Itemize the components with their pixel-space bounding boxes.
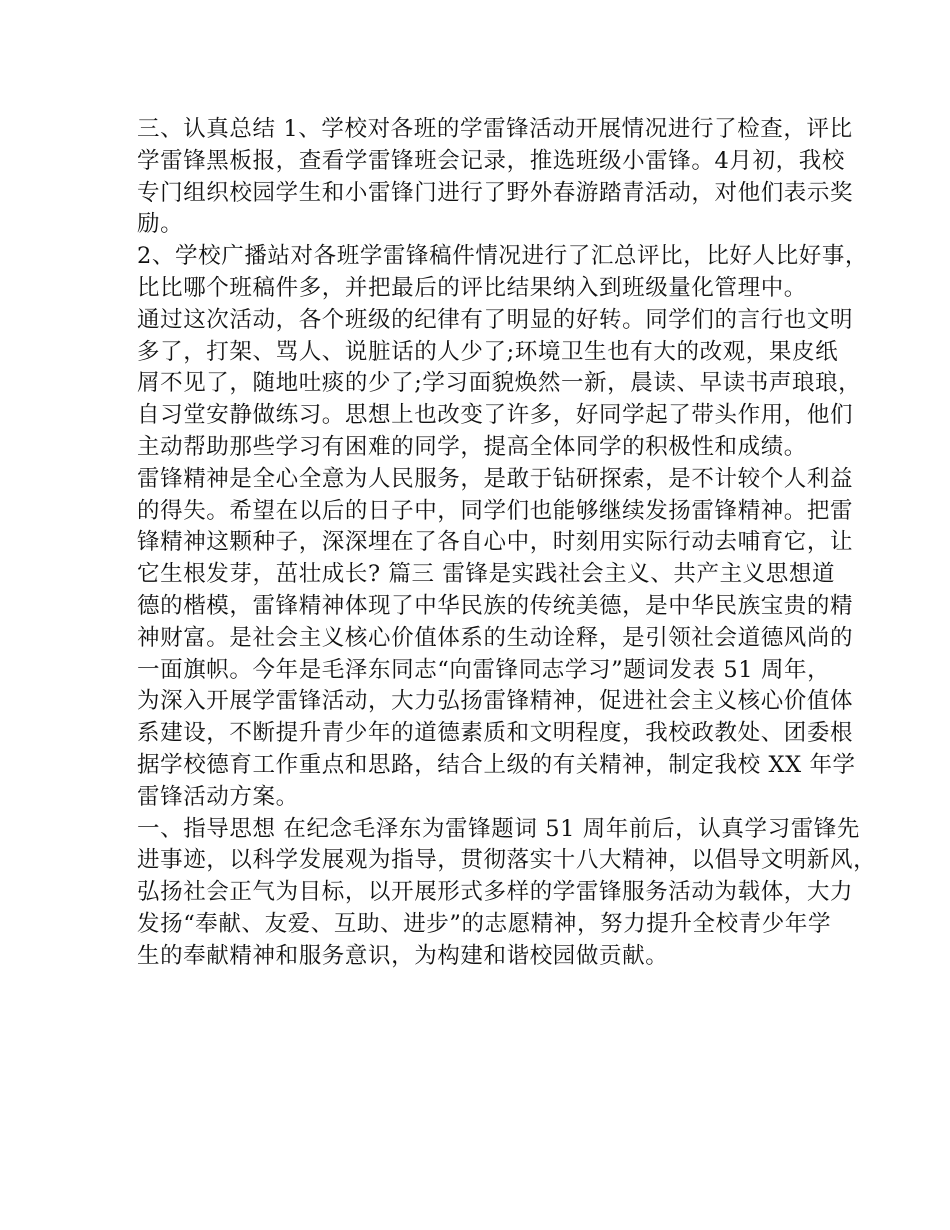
text-line: 一面旗帜。今年是毛泽东同志“向雷锋同志学习”题词发表 51 周年， <box>137 656 831 683</box>
text-line: 学雷锋黑板报，查看学雷锋班会记录，推选班级小雷锋。4月初，我校 <box>137 147 845 174</box>
text-line: 弘扬社会正气为目标，以开展形式多样的学雷锋服务活动为载体，大力 <box>137 879 854 906</box>
text-line: 它生根发芽，茁壮成长? 篇三 雷锋是实践社会主义、共产主义思想道 <box>137 561 836 588</box>
text-line: 多了，打架、骂人、说脏话的人少了;环境卫生也有大的改观，果皮纸 <box>137 338 839 365</box>
text-line: 自习堂安静做练习。思想上也改变了许多，好同学起了带头作用，他们 <box>137 402 854 429</box>
text-line: 主动帮助那些学习有困难的同学，提高全体同学的积极性和成绩。 <box>137 433 807 460</box>
text-line: 雷锋精神是全心全意为人民服务，是敢于钻研探索，是不计较个人利益 <box>137 465 854 492</box>
text-line: 锋精神这颗种子，深深埋在了各自心中，时刻用实际行动去哺育它，让 <box>137 529 854 556</box>
text-line: 进事迹，以科学发展观为指导，贯彻落实十八大精神，以倡导文明新风， <box>137 847 877 874</box>
text-line: 据学校德育工作重点和思路，结合上级的有关精神，制定我校 XX 年学 <box>137 751 856 778</box>
text-line: 系建设，不断提升青少年的道德素质和文明程度，我校政教处、团委根 <box>137 720 854 747</box>
text-line: 生的奉献精神和服务意识，为构建和谐校园做贡献。 <box>137 942 669 969</box>
text-line: 励。 <box>137 211 184 238</box>
text-line: 三、认真总结 1、学校对各班的学雷锋活动开展情况进行了检查，评比 <box>137 116 853 142</box>
text-line: 德的楷模，雷锋精神体现了中华民族的传统美德，是中华民族宝贵的精 <box>137 592 854 619</box>
text-line: 为深入开展学雷锋活动，大力弘扬雷锋精神，促进社会主义核心价值体 <box>137 688 854 715</box>
text-line: 专门组织校园学生和小雷锋门进行了野外春游踏青活动，对他们表示奖 <box>137 179 854 206</box>
text-line: 发扬“奉献、友爱、互助、进步”的志愿精神，努力提升全校青少年学 <box>137 910 832 937</box>
text-line: 的得失。希望在以后的日子中，同学们也能够继续发扬雷锋精神。把雷 <box>137 497 854 524</box>
text-line: 雷锋活动方案。 <box>137 783 299 810</box>
text-line: 一、指导思想 在纪念毛泽东为雷锋题词 51 周年前后，认真学习雷锋先 <box>137 815 860 842</box>
text-line: 神财富。是社会主义核心价值体系的生动诠释，是引领社会道德风尚的 <box>137 624 854 651</box>
document-body <box>137 114 877 973</box>
text-line: 屑不见了，随地吐痰的少了;学习面貌焕然一新，晨读、早读书声琅琅， <box>137 370 862 397</box>
text-line: 通过这次活动，各个班级的纪律有了明显的好转。同学们的言行也文明 <box>137 306 854 333</box>
text-line: 2、学校广播站对各班学雷锋稿件情况进行了汇总评比，比好人比好事， <box>137 243 869 270</box>
text-line: 比比哪个班稿件多，并把最后的评比结果纳入到班级量化管理中。 <box>137 274 807 301</box>
